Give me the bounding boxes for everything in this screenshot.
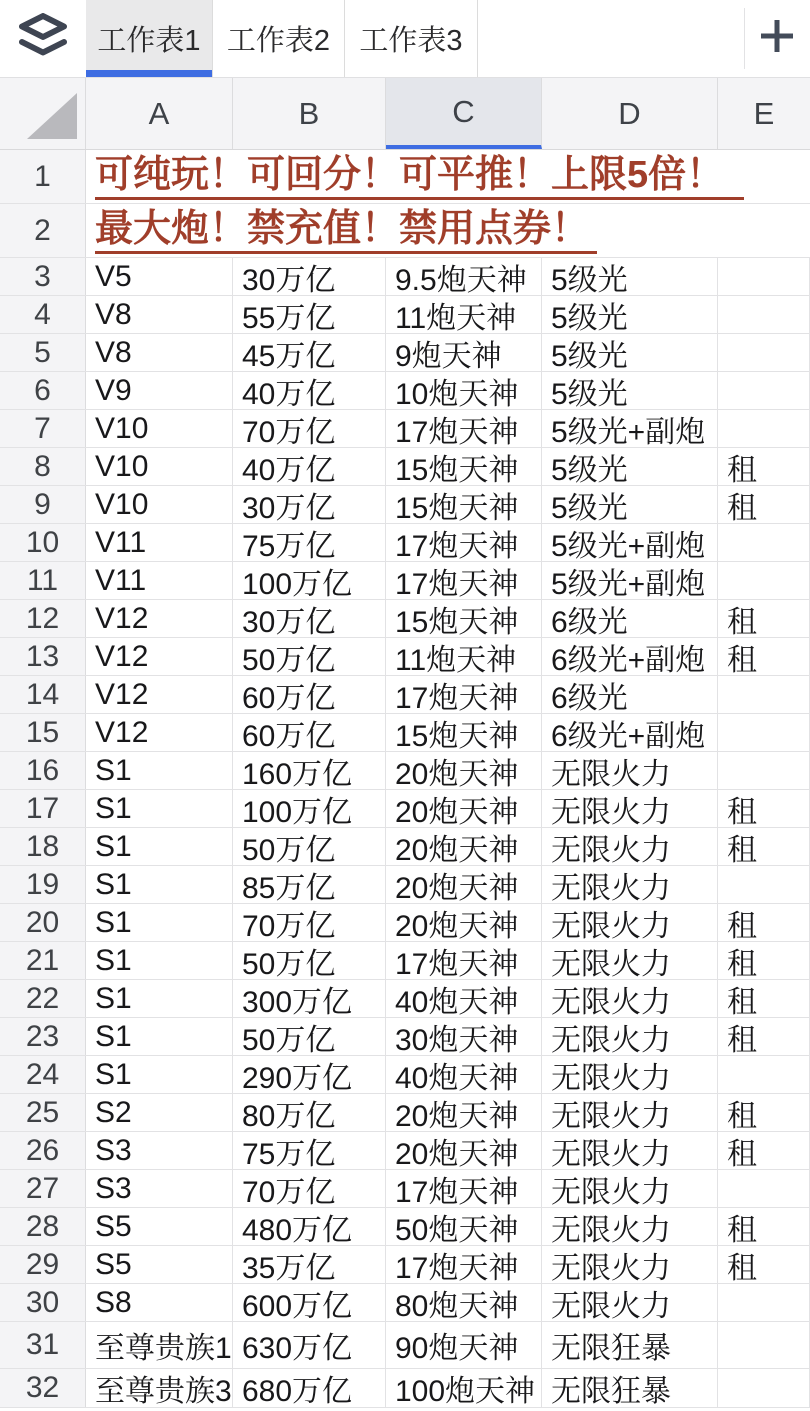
cell-e27[interactable] [718, 1170, 810, 1207]
tab-bar-spacer [478, 0, 744, 77]
row-number-cell[interactable]: 31 [0, 1322, 86, 1368]
sheet-row-31 [0, 1322, 810, 1369]
cell-b32[interactable]: 680万亿 [233, 1369, 386, 1407]
cell-a6[interactable]: V9 [86, 372, 233, 409]
cell-a2[interactable] [86, 204, 810, 257]
cell-c25[interactable]: 20炮天神 [386, 1094, 542, 1131]
row-number-cell[interactable]: 9 [0, 486, 86, 523]
cell-d9[interactable]: 5级光 [542, 486, 718, 523]
cell-e8[interactable]: 租 [718, 448, 810, 485]
row-number-cell[interactable]: 8 [0, 448, 86, 485]
column-header-a[interactable]: A [86, 78, 233, 149]
add-sheet-button[interactable] [744, 0, 810, 77]
cell-c19[interactable]: 20炮天神 [386, 866, 542, 903]
cell-e6[interactable] [718, 372, 810, 409]
cell-e13[interactable]: 租 [718, 638, 810, 675]
sheet-row-17 [0, 790, 810, 828]
cell-a9[interactable]: V10 [86, 486, 233, 523]
cell-c27[interactable]: 17炮天神 [386, 1170, 542, 1207]
row-number-cell[interactable]: 5 [0, 334, 86, 371]
cell-a20[interactable]: S1 [86, 904, 233, 941]
sheet-row-15 [0, 714, 810, 752]
sheet-row-4 [0, 296, 810, 334]
cell-e7[interactable] [718, 410, 810, 447]
cell-d24[interactable]: 无限火力 [542, 1056, 718, 1093]
cell-d8[interactable]: 5级光 [542, 448, 718, 485]
row-number-cell[interactable]: 24 [0, 1056, 86, 1093]
cell-c17[interactable]: 20炮天神 [386, 790, 542, 827]
cell-e30[interactable] [718, 1284, 810, 1321]
cell-c12[interactable]: 15炮天神 [386, 600, 542, 637]
cell-c15[interactable]: 15炮天神 [386, 714, 542, 751]
cell-b9[interactable]: 30万亿 [233, 486, 386, 523]
cell-b17[interactable]: 100万亿 [233, 790, 386, 827]
cell-e24[interactable] [718, 1056, 810, 1093]
sheet-row-3 [0, 258, 810, 296]
cell-a17[interactable]: S1 [86, 790, 233, 827]
sheet-row-20 [0, 904, 810, 942]
cell-b25[interactable]: 80万亿 [233, 1094, 386, 1131]
row-number-cell[interactable]: 23 [0, 1018, 86, 1055]
cell-e5[interactable] [718, 334, 810, 371]
row-number-cell[interactable]: 6 [0, 372, 86, 409]
cell-b27[interactable]: 70万亿 [233, 1170, 386, 1207]
cell-e31[interactable] [718, 1322, 810, 1368]
cell-a16[interactable]: S1 [86, 752, 233, 789]
cell-d11[interactable]: 5级光+副炮 [542, 562, 718, 599]
cell-d32[interactable]: 无限狂暴 [542, 1369, 718, 1407]
cell-b18[interactable]: 50万亿 [233, 828, 386, 865]
cell-e17[interactable]: 租 [718, 790, 810, 827]
row-number-cell[interactable]: 19 [0, 866, 86, 903]
cell-d4[interactable]: 5级光 [542, 296, 718, 333]
cell-c6[interactable]: 10炮天神 [386, 372, 542, 409]
select-all-triangle-icon [27, 93, 77, 139]
cell-e21[interactable]: 租 [718, 942, 810, 979]
cell-a24[interactable]: S1 [86, 1056, 233, 1093]
cell-d29[interactable]: 无限火力 [542, 1246, 718, 1283]
cell-b10[interactable]: 75万亿 [233, 524, 386, 561]
sheet-row-21 [0, 942, 810, 980]
row-number-cell[interactable]: 30 [0, 1284, 86, 1321]
app-logo-button[interactable] [0, 0, 86, 77]
row-number-cell[interactable]: 28 [0, 1208, 86, 1245]
cell-b28[interactable]: 480万亿 [233, 1208, 386, 1245]
cell-e3[interactable] [718, 258, 810, 295]
cell-b24[interactable]: 290万亿 [233, 1056, 386, 1093]
row-number-cell[interactable]: 11 [0, 562, 86, 599]
sheet-row-23 [0, 1018, 810, 1056]
sheet-row-25 [0, 1094, 810, 1132]
sheet-row-16 [0, 752, 810, 790]
cell-d16[interactable]: 无限火力 [542, 752, 718, 789]
cell-c23[interactable]: 30炮天神 [386, 1018, 542, 1055]
tab-sheet3[interactable]: 工作表3 [345, 0, 478, 77]
sheet-row-18 [0, 828, 810, 866]
cell-d28[interactable]: 无限火力 [542, 1208, 718, 1245]
cell-e19[interactable] [718, 866, 810, 903]
cell-a31[interactable]: 至尊贵族1 [86, 1322, 233, 1368]
cell-b22[interactable]: 300万亿 [233, 980, 386, 1017]
cell-d7[interactable]: 5级光+副炮 [542, 410, 718, 447]
plus-icon [758, 17, 796, 60]
cell-d27[interactable]: 无限火力 [542, 1170, 718, 1207]
cell-b12[interactable]: 30万亿 [233, 600, 386, 637]
cell-a21[interactable]: S1 [86, 942, 233, 979]
cell-e16[interactable] [718, 752, 810, 789]
cell-a7[interactable]: V10 [86, 410, 233, 447]
cell-c14[interactable]: 17炮天神 [386, 676, 542, 713]
sheet-row-13 [0, 638, 810, 676]
cell-e4[interactable] [718, 296, 810, 333]
sheet-row-1 [0, 150, 810, 204]
cell-e23[interactable]: 租 [718, 1018, 810, 1055]
column-header-e[interactable]: E [753, 95, 775, 131]
cell-b3[interactable]: 30万亿 [233, 258, 386, 295]
cell-e14[interactable] [718, 676, 810, 713]
cell-e15[interactable] [718, 714, 810, 751]
cell-b8[interactable]: 40万亿 [233, 448, 386, 485]
cell-e28[interactable]: 租 [718, 1208, 810, 1245]
cell-a23[interactable]: S1 [86, 1018, 233, 1055]
row-number-cell[interactable]: 10 [0, 524, 86, 561]
row-number-cell[interactable]: 20 [0, 904, 86, 941]
sheet-row-8 [0, 448, 810, 486]
row-number-cell[interactable]: 7 [0, 410, 86, 447]
cell-a19[interactable]: S1 [86, 866, 233, 903]
cell-d25[interactable]: 无限火力 [542, 1094, 718, 1131]
cell-a1[interactable] [86, 150, 810, 203]
cell-b21[interactable]: 50万亿 [233, 942, 386, 979]
cell-b6[interactable]: 40万亿 [233, 372, 386, 409]
sheet-row-29 [0, 1246, 810, 1284]
cell-b31[interactable]: 630万亿 [233, 1322, 386, 1368]
tab-sheet2[interactable]: 工作表2 [213, 0, 345, 77]
cell-c11[interactable]: 17炮天神 [386, 562, 542, 599]
cell-e18[interactable]: 租 [718, 828, 810, 865]
row-number-cell[interactable]: 25 [0, 1094, 86, 1131]
cell-d19[interactable]: 无限火力 [542, 866, 718, 903]
cell-e12[interactable]: 租 [718, 600, 810, 637]
cell-e29[interactable]: 租 [718, 1246, 810, 1283]
cell-a14[interactable]: V12 [86, 676, 233, 713]
cell-a32[interactable]: 至尊贵族3 [86, 1369, 233, 1407]
row-number-cell[interactable]: 13 [0, 638, 86, 675]
cell-a10[interactable]: V11 [86, 524, 233, 561]
row-number-cell[interactable]: 22 [0, 980, 86, 1017]
cell-e10[interactable] [718, 524, 810, 561]
sheet-row-24 [0, 1056, 810, 1094]
tab-sheet1[interactable]: 工作表1 [86, 0, 213, 77]
sheet-row-11 [0, 562, 810, 600]
cell-c22[interactable]: 40炮天神 [386, 980, 542, 1017]
sheet-row-28 [0, 1208, 810, 1246]
cell-a3[interactable]: V5 [86, 258, 233, 295]
cell-e26[interactable]: 租 [718, 1132, 810, 1169]
row-number-cell[interactable]: 1 [0, 150, 86, 203]
column-header-d[interactable]: D [542, 78, 718, 149]
sheet-row-12 [0, 600, 810, 638]
select-all-corner[interactable] [0, 78, 86, 149]
cell-c4[interactable]: 11炮天神 [386, 296, 542, 333]
cell-b19[interactable]: 85万亿 [233, 866, 386, 903]
cell-b16[interactable]: 160万亿 [233, 752, 386, 789]
row-number-cell[interactable]: 17 [0, 790, 86, 827]
cell-c31[interactable]: 90炮天神 [386, 1322, 542, 1368]
cell-a22[interactable]: S1 [86, 980, 233, 1017]
cell-c26[interactable]: 20炮天神 [386, 1132, 542, 1169]
sheet-row-19 [0, 866, 810, 904]
cell-d31[interactable]: 无限狂暴 [542, 1322, 718, 1368]
cell-e32[interactable] [718, 1369, 810, 1407]
cell-c21[interactable]: 17炮天神 [386, 942, 542, 979]
cell-d17[interactable]: 无限火力 [542, 790, 718, 827]
cell-d21[interactable]: 无限火力 [542, 942, 718, 979]
sheet-row-10 [0, 524, 810, 562]
row-number-cell[interactable]: 16 [0, 752, 86, 789]
cell-c32[interactable]: 100炮天神 [386, 1369, 542, 1407]
cell-a26[interactable]: S3 [86, 1132, 233, 1169]
row-number-cell[interactable]: 26 [0, 1132, 86, 1169]
cell-d12[interactable]: 6级光 [542, 600, 718, 637]
cell-d14[interactable]: 6级光 [542, 676, 718, 713]
cell-e22[interactable]: 租 [718, 980, 810, 1017]
row-number-cell[interactable]: 18 [0, 828, 86, 865]
cell-c8[interactable]: 15炮天神 [386, 448, 542, 485]
row-number-cell[interactable]: 12 [0, 600, 86, 637]
row-number-cell[interactable]: 21 [0, 942, 86, 979]
cell-c13[interactable]: 11炮天神 [386, 638, 542, 675]
row-number-cell[interactable]: 14 [0, 676, 86, 713]
row-number-cell[interactable]: 29 [0, 1246, 86, 1283]
cell-b7[interactable]: 70万亿 [233, 410, 386, 447]
cell-a11[interactable]: V11 [86, 562, 233, 599]
cell-b26[interactable]: 75万亿 [233, 1132, 386, 1169]
cell-d3[interactable]: 5级光 [542, 258, 718, 295]
cell-c10[interactable]: 17炮天神 [386, 524, 542, 561]
column-header-row [0, 78, 810, 150]
cell-d20[interactable]: 无限火力 [542, 904, 718, 941]
cell-b14[interactable]: 60万亿 [233, 676, 386, 713]
cell-c24[interactable]: 40炮天神 [386, 1056, 542, 1093]
cell-c9[interactable]: 15炮天神 [386, 486, 542, 523]
column-header-c[interactable]: C [386, 78, 542, 149]
cell-c29[interactable]: 17炮天神 [386, 1246, 542, 1283]
cell-c16[interactable]: 20炮天神 [386, 752, 542, 789]
cell-c28[interactable]: 50炮天神 [386, 1208, 542, 1245]
cell-b4[interactable]: 55万亿 [233, 296, 386, 333]
row-number-cell[interactable]: 15 [0, 714, 86, 751]
cell-d30[interactable]: 无限火力 [542, 1284, 718, 1321]
layers-icon [18, 13, 68, 64]
column-header-b[interactable]: B [233, 78, 386, 149]
sheet-row-30 [0, 1284, 810, 1322]
row-number-cell[interactable]: 2 [0, 204, 86, 257]
cell-b11[interactable]: 100万亿 [233, 562, 386, 599]
cell-b15[interactable]: 60万亿 [233, 714, 386, 751]
cell-b30[interactable]: 600万亿 [233, 1284, 386, 1321]
cell-d6[interactable]: 5级光 [542, 372, 718, 409]
cell-c30[interactable]: 80炮天神 [386, 1284, 542, 1321]
cell-e20[interactable]: 租 [718, 904, 810, 941]
cell-a15[interactable]: V12 [86, 714, 233, 751]
cell-a12[interactable]: V12 [86, 600, 233, 637]
cell-e11[interactable] [718, 562, 810, 599]
cell-a28[interactable]: S5 [86, 1208, 233, 1245]
cell-b23[interactable]: 50万亿 [233, 1018, 386, 1055]
sheet-row-22 [0, 980, 810, 1018]
banner-text: 最大炮！禁充值！禁用点券！ [95, 207, 597, 255]
sheet-data-rows [0, 258, 810, 1408]
sheet-row-26 [0, 1132, 810, 1170]
cell-d15[interactable]: 6级光+副炮 [542, 714, 718, 751]
cell-a4[interactable]: V8 [86, 296, 233, 333]
row-number-cell[interactable]: 3 [0, 258, 86, 295]
sheet-row-5 [0, 334, 810, 372]
cell-a29[interactable]: S5 [86, 1246, 233, 1283]
cell-a8[interactable]: V10 [86, 448, 233, 485]
sheet-row-14 [0, 676, 810, 714]
cell-d10[interactable]: 5级光+副炮 [542, 524, 718, 561]
cell-d23[interactable]: 无限火力 [542, 1018, 718, 1055]
cell-b20[interactable]: 70万亿 [233, 904, 386, 941]
cell-c7[interactable]: 17炮天神 [386, 410, 542, 447]
cell-d13[interactable]: 6级光+副炮 [542, 638, 718, 675]
cell-c5[interactable]: 9炮天神 [386, 334, 542, 371]
cell-b29[interactable]: 35万亿 [233, 1246, 386, 1283]
row-number-cell[interactable]: 4 [0, 296, 86, 333]
sheet-row-2 [0, 204, 810, 258]
cell-a25[interactable]: S2 [86, 1094, 233, 1131]
row-number-cell[interactable]: 27 [0, 1170, 86, 1207]
cell-b5[interactable]: 45万亿 [233, 334, 386, 371]
sheet-row-7 [0, 410, 810, 448]
sheet-row-32 [0, 1369, 810, 1408]
cell-e9[interactable]: 租 [718, 486, 810, 523]
cell-c18[interactable]: 20炮天神 [386, 828, 542, 865]
sheet-tab-bar [0, 0, 810, 78]
cell-d18[interactable]: 无限火力 [542, 828, 718, 865]
cell-a5[interactable]: V8 [86, 334, 233, 371]
sheet-row-6 [0, 372, 810, 410]
cell-c20[interactable]: 20炮天神 [386, 904, 542, 941]
sheet-row-9 [0, 486, 810, 524]
cell-a13[interactable]: V12 [86, 638, 233, 675]
cell-a18[interactable]: S1 [86, 828, 233, 865]
cell-a27[interactable]: S3 [86, 1170, 233, 1207]
cell-b13[interactable]: 50万亿 [233, 638, 386, 675]
sheet-row-27 [0, 1170, 810, 1208]
cell-d22[interactable]: 无限火力 [542, 980, 718, 1017]
cell-a30[interactable]: S8 [86, 1284, 233, 1321]
cell-c3[interactable]: 9.5炮天神 [386, 258, 542, 295]
cell-d26[interactable]: 无限火力 [542, 1132, 718, 1169]
banner-text: 可纯玩！可回分！可平推！上限5倍！ [95, 153, 744, 201]
cell-e25[interactable]: 租 [718, 1094, 810, 1131]
cell-d5[interactable]: 5级光 [542, 334, 718, 371]
row-number-cell[interactable]: 32 [0, 1369, 86, 1407]
